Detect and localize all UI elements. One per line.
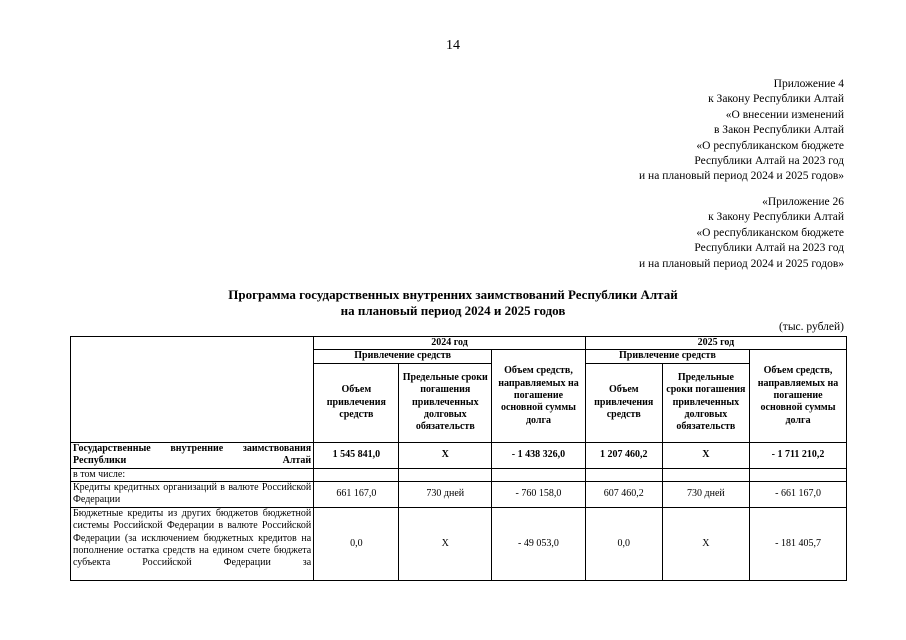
- table-row: [71, 482, 847, 508]
- year-2025-header: 2025 год: [585, 337, 846, 350]
- appendix-line: Республики Алтай на 2023 год: [694, 155, 844, 168]
- row-label: в том числе:: [71, 468, 314, 481]
- category-header-cell: [71, 337, 314, 443]
- table-cell: - 49 053,0: [492, 507, 586, 580]
- table-cell: Х: [399, 507, 492, 580]
- table-cell: 730 дней: [399, 482, 492, 508]
- table-cell: [314, 468, 399, 481]
- table-cell: Х: [399, 442, 492, 468]
- table-cell: Х: [662, 442, 749, 468]
- table-cell: 607 460,2: [585, 482, 662, 508]
- borrowing-program-table: [70, 336, 847, 581]
- terms-header-2025: Предельные сроки погашения привлеченных долговых обязательств: [662, 363, 749, 442]
- row-label: [71, 482, 314, 508]
- table-cell: [399, 468, 492, 481]
- appendix-line: в Закон Республики Алтай: [714, 124, 844, 137]
- units-label: (тыс. рублей): [778, 321, 844, 333]
- table-cell: 730 дней: [662, 482, 749, 508]
- appendix-line: «О республиканском бюджете: [696, 139, 844, 152]
- table-header-row: [71, 337, 847, 350]
- volume-header-2024: Объем привлечения средств: [314, 363, 399, 442]
- table-cell: [492, 468, 586, 481]
- appendix-line: «Приложение 26: [762, 196, 844, 208]
- appendix-line: «О республиканском бюджете: [696, 226, 844, 239]
- table-cell: 0,0: [585, 507, 662, 580]
- table-row: [71, 468, 847, 481]
- table-cell: [585, 468, 662, 481]
- repayment-header-2024: Объем средств, направляемых на погашение основной суммы долга: [492, 350, 586, 442]
- table-cell: Х: [662, 507, 749, 580]
- table-cell: 1 207 460,2: [585, 442, 662, 468]
- document-title: [0, 287, 906, 319]
- row-label: [71, 507, 314, 580]
- appendix-line: и на плановый период 2024 и 2025 годов»: [639, 170, 844, 183]
- appendix-26-header: [639, 195, 844, 272]
- year-2024-header: 2024 год: [314, 337, 586, 350]
- title-line: Программа государственных внутренних заимствований Республики Алтай: [228, 287, 678, 302]
- table-cell: 0,0: [314, 507, 399, 580]
- page-number: 14: [446, 38, 460, 53]
- volume-header-2025: Объем привлечения средств: [585, 363, 662, 442]
- table-cell: 661 167,0: [314, 482, 399, 508]
- row-label-text: Кредиты кредитных организаций в валюте Российской Федерации: [73, 482, 312, 506]
- appendix-line: «О внесении изменений: [725, 108, 844, 121]
- repayment-header-2025: Объем средств, направляемых на погашение основной суммы долга: [750, 350, 847, 442]
- appendix-4-header: [639, 77, 844, 185]
- terms-header-2024: Предельные сроки погашения привлеченных долговых обязательств: [399, 363, 492, 442]
- table-row: [71, 507, 847, 580]
- row-label-text: Бюджетные кредиты из других бюджетов бюджетной системы Российской Федерации в валюте Российской Федерации (за исключением бюджетных кредитов на пополнение остатка средств на едином счете бюджета субъекта Российской Федерации за: [73, 507, 312, 569]
- row-label: [71, 442, 314, 468]
- appendix-line: Приложение 4: [773, 78, 844, 90]
- title-line: на плановый период 2024 и 2025 годов: [340, 303, 566, 318]
- appendix-line: к Закону Республики Алтай: [708, 211, 844, 224]
- table-cell: - 760 158,0: [492, 482, 586, 508]
- table-cell: - 661 167,0: [750, 482, 847, 508]
- table-cell: [662, 468, 749, 481]
- table-cell: - 181 405,7: [750, 507, 847, 580]
- appendix-line: и на плановый период 2024 и 2025 годов»: [639, 257, 844, 270]
- table-cell: - 1 711 210,2: [750, 442, 847, 468]
- table-cell: - 1 438 326,0: [492, 442, 586, 468]
- row-label-text: Государственные внутренние заимствования Республики Алтай: [73, 442, 312, 467]
- appendix-line: к Закону Республики Алтай: [708, 93, 844, 106]
- attraction-header-2025: Привлечение средств: [585, 350, 749, 363]
- table-row: [71, 442, 847, 468]
- attraction-header-2024: Привлечение средств: [314, 350, 492, 363]
- table-cell: 1 545 841,0: [314, 442, 399, 468]
- appendix-line: Республики Алтай на 2023 год: [694, 242, 844, 255]
- table-cell: [750, 468, 847, 481]
